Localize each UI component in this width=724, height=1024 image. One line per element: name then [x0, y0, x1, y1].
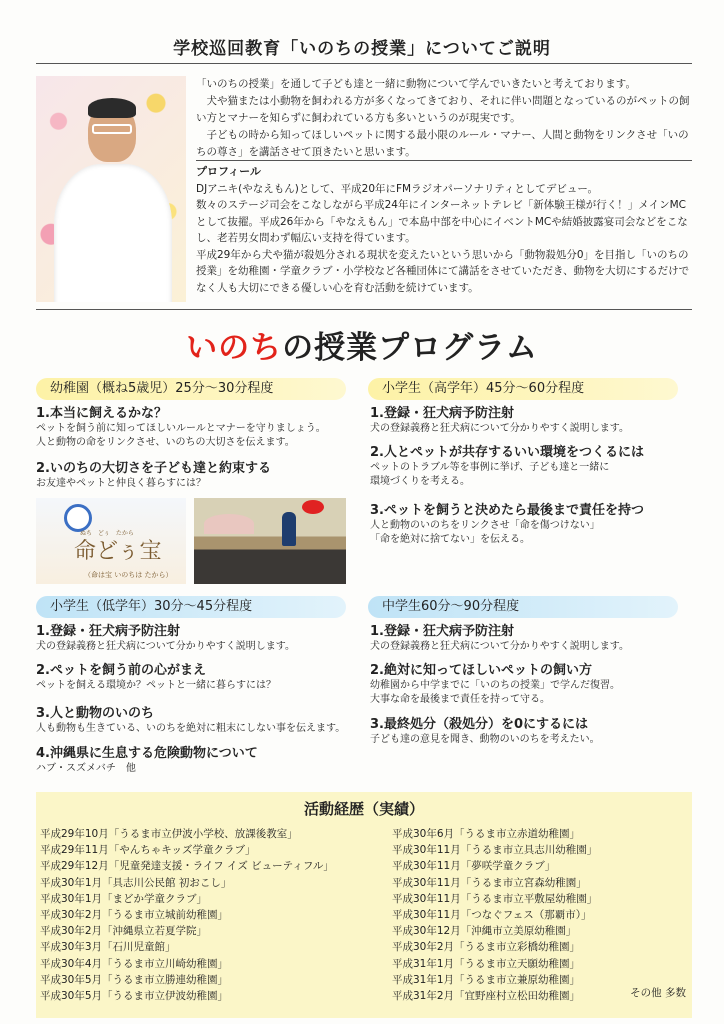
history-list-left: [40, 826, 380, 1004]
item-title: 2.人とペットが共存するいい環境をつくるには: [370, 445, 644, 460]
list-item: 平成30年4月「うるま市立川崎幼稚園」: [40, 957, 229, 970]
item-title: 1.登録・狂犬病予防注射: [36, 624, 180, 639]
item-title: 3.ペットを飼うと決めたら最後まで責任を持つ: [370, 503, 644, 518]
item-desc: ペットのトラブル等を事例に挙げ、子ども達と一緒に 環境づくりを考える。: [370, 462, 610, 487]
profile-section: [196, 164, 692, 296]
intro-paragraph-1: 「いのちの授業」を通して子ども達と一緒に動物について学んでいきたいと考えております。: [196, 78, 636, 90]
kindergarten-label: 幼稚園（概ね5歳児）25分〜30分程度: [36, 378, 346, 400]
item-title: 3.最終処分（殺処分）を0にするには: [370, 717, 589, 732]
presenter-photo: [36, 76, 186, 302]
item-desc: 人と動物のいのちをリンクさせ「命を傷つけない」 「命を絶対に捨てない」を伝える。: [370, 520, 600, 545]
intro-paragraph-3: 子どもの時から知ってほしいペットに関する最小限のルール・マナー、人間と動物をリンクさせ「いのちの尊さ」を講話させて頂きたいと思います。: [196, 129, 689, 158]
item-desc: 人も動物も生きている、いのちを絶対に粗末にしない事を伝えます。: [36, 723, 346, 734]
title-rule: [36, 63, 692, 64]
history-list-right: [392, 826, 692, 1004]
program-title-highlight: いのち: [186, 330, 283, 366]
elementary-high-item-1: [370, 405, 692, 436]
item-desc: 幼稚園から中学までに「いのちの授業」で学んだ復習。 大事な命を最後まで責任を持って守る。: [370, 680, 620, 705]
list-item: 平成29年11月「やんちゃキッズ学童クラブ」: [40, 844, 256, 857]
kindergarten-item-2: [36, 460, 356, 491]
elementary-low-item-4: [36, 745, 366, 776]
item-desc: ハブ・スズメバチ 他: [36, 763, 136, 774]
item-title: 1.登録・狂犬病予防注射: [370, 624, 514, 639]
list-item: 平成30年1月「まどか学童クラブ」: [40, 892, 208, 905]
list-item: 平成30年5月「うるま市立勝連幼稚園」: [40, 973, 229, 986]
list-item: 平成29年10月「うるま市立伊波小学校、放課後教室」: [40, 828, 298, 840]
item-desc: ペットを飼える環境か？ペットと一緒に暮らすには？: [36, 680, 276, 691]
junior-high-item-1: [370, 623, 692, 654]
list-item: 平成30年2月「沖縄県立若夏学院」: [40, 925, 208, 938]
profile-heading: プロフィール: [196, 165, 261, 178]
intro-paragraph-2: 犬や猫または小動物を飼われる方が多くなってきており、それに伴い問題となっているのがペットの飼い方とマナーを知らずに飼われている方も多いというのが現実です。: [196, 95, 690, 124]
intro-text: [196, 76, 692, 161]
item-title: 1.登録・狂犬病予防注射: [370, 406, 514, 421]
elementary-high-item-2: [370, 444, 692, 489]
elementary-low-item-1: [36, 623, 366, 654]
elementary-low-item-3: [36, 705, 366, 736]
profile-paragraph-3: 平成29年から犬や猫が殺処分される現状を変えたいという思いから「動物殺処分0」を目指し「いのちの授業」を幼稚園・学童クラブ・小学校など各種団体にて講話をさせていただき、動物を大切にするだけでなく人も大切にできる優しい心を育む活動を続けています。: [196, 248, 690, 294]
junior-high-item-2: [370, 662, 692, 707]
item-desc: 犬の登録義務と狂犬病について分かりやすく説明します。: [370, 641, 629, 652]
item-title: 4.沖縄県に生息する危険動物について: [36, 746, 258, 761]
history-etc: その他 多数: [630, 987, 686, 999]
profile-paragraph-1: DJアニキ(やなえもん)として、平成20年にFMラジオパーソナリティとしてデビュー。: [196, 182, 598, 195]
list-item: 平成30年3月「石川児童館」: [40, 941, 176, 954]
item-desc: ペットを飼う前に知ってほしいルールとマナーを守りましょう。 人と動物の命をリンクさせ、いのちの大切さを伝えます。: [36, 423, 326, 448]
list-item: 平成30年11月「夢咲学童クラブ」: [392, 860, 556, 873]
item-title: 3.人と動物のいのち: [36, 706, 154, 721]
history-title: 活動経歴（実績）: [303, 800, 424, 818]
item-desc: 子ども達の意見を聞き、動物のいのちを考えたい。: [370, 734, 600, 745]
profile-paragraph-2: 数々のステージ司会をこなしながら平成24年にインターネットテレビ「新体験王様が行く！」メインMCとして抜擢。平成26年から「やなえもん」で本島中部を中心にイベントMCや結婚披露宴司会などをこなし、老若男女問わず幅広い支持を得ています。: [196, 199, 688, 244]
list-item: 平成31年2月「宜野座村立松田幼稚園」: [392, 990, 581, 1003]
item-desc: 犬の登録義務と狂犬病について分かりやすく説明します。: [36, 641, 295, 652]
list-item: 平成30年11月「うるま市立宮森幼稚園」: [392, 876, 587, 889]
list-item: 平成31年1月「うるま市立兼原幼稚園」: [392, 973, 581, 986]
list-item: 平成29年12月「児童発達支援・ライフ イズ ビューティフル」: [40, 860, 334, 873]
list-item: 平成30年6月「うるま市立赤道幼稚園」: [392, 828, 581, 840]
elementary-low-item-2: [36, 662, 366, 693]
inochi-takara-image: [36, 498, 186, 584]
list-item: 平成30年1月「具志川公民館 初おこし」: [40, 876, 232, 889]
history-section: [36, 792, 692, 1018]
profile-rule: [196, 160, 692, 161]
list-item: 平成30年11月「うるま市立具志川幼稚園」: [392, 844, 598, 857]
elementary-high-label: 小学生（高学年）45分〜60分程度: [368, 378, 678, 400]
list-item: 平成30年2月「うるま市立城前幼稚園」: [40, 909, 229, 922]
list-item: 平成30年12月「沖縄市立美原幼稚園」: [392, 925, 577, 938]
kindergarten-item-1: [36, 405, 356, 450]
image-kana: ぬち どぅ たから: [80, 530, 134, 537]
item-title: 2.絶対に知ってほしいペットの飼い方: [370, 663, 592, 678]
list-item: 平成30年11月「つなぐフェス（那覇市）」: [392, 909, 592, 922]
list-item: 平成30年5月「うるま市立伊波幼稚園」: [40, 990, 229, 1003]
section-rule: [36, 309, 692, 310]
junior-high-label: 中学生60分〜90分程度: [368, 596, 678, 618]
elementary-high-item-3: [370, 502, 692, 547]
item-title: 2.いのちの大切さを子ども達と約束する: [36, 461, 271, 476]
list-item: 平成30年2月「うるま市立彩橋幼稚園」: [392, 941, 581, 954]
elementary-low-label: 小学生（低学年）30分〜45分程度: [36, 596, 346, 618]
program-title: [0, 322, 724, 367]
program-title-rest: の授業プログラム: [282, 330, 538, 366]
image-caption: 命どぅ宝: [74, 539, 162, 564]
item-desc: お友達やペットと仲良く暮らすには？: [36, 478, 206, 489]
page-title: 学校巡回教育「いのちの授業」についてご説明: [173, 39, 551, 59]
list-item: 平成31年1月「うるま市立天願幼稚園」: [392, 957, 581, 970]
item-desc: 犬の登録義務と狂犬病について分かりやすく説明します。: [370, 423, 629, 434]
item-title: 2.ペットを飼う前の心がまえ: [36, 663, 206, 678]
item-title: 1.本当に飼えるかな？: [36, 406, 167, 421]
junior-high-item-3: [370, 716, 692, 747]
list-item: 平成30年11月「うるま市立平敷屋幼稚園」: [392, 892, 598, 905]
classroom-photo: [194, 498, 346, 584]
image-subcaption: （命は宝 いのちは たから）: [84, 571, 173, 579]
